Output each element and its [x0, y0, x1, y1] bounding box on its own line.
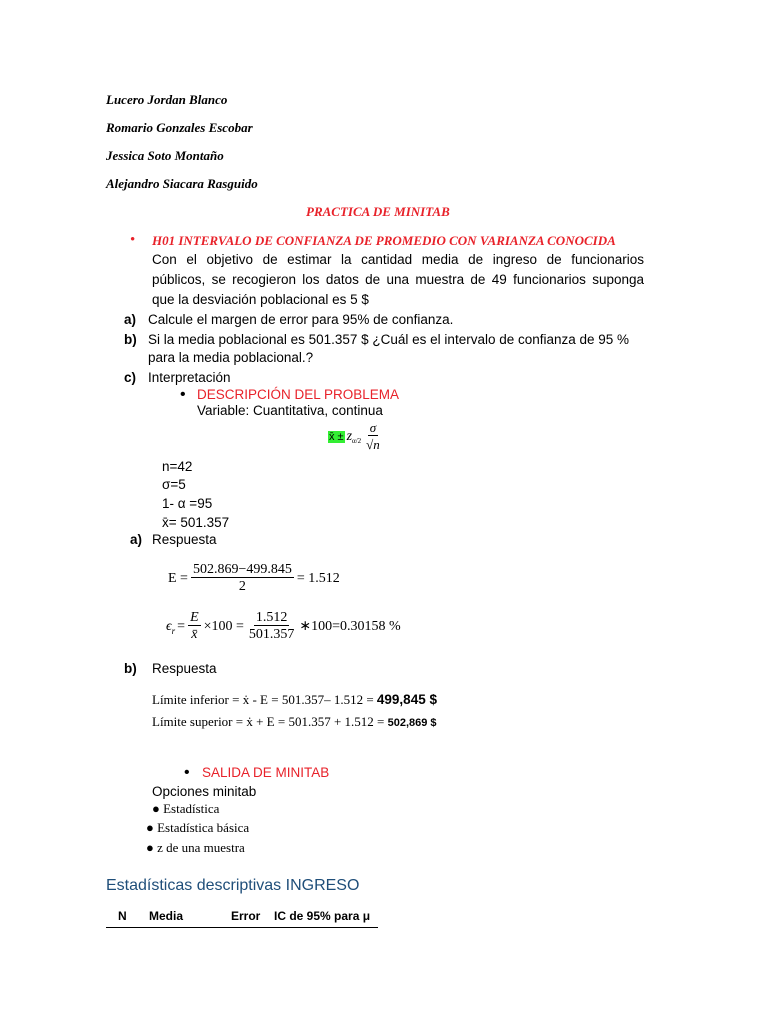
minitab-option-3: ● z de una muestra	[146, 840, 245, 855]
given-sigma: σ=5	[162, 477, 186, 492]
lower-limit	[152, 692, 437, 708]
minitab-option-2: ● Estadística básica	[146, 820, 250, 835]
er-den-2: 501.357	[248, 627, 295, 642]
minitab-heading: SALIDA DE MINITAB	[202, 765, 330, 780]
question-b-line-2: para la media poblacional.?	[148, 350, 314, 365]
question-a-marker: a)	[124, 312, 137, 327]
author-3: Jessica Soto Montaño	[106, 148, 224, 163]
e-numerator: 502.869−499.845	[192, 562, 292, 577]
variable-type: Variable: Cuantitativa, continua	[197, 403, 383, 418]
formula-fraction	[364, 420, 382, 453]
problem-heading: DESCRIPCIÓN DEL PROBLEMA	[197, 387, 400, 402]
question-b-marker: b)	[124, 332, 137, 347]
formula-sqrt-n: √n	[366, 437, 380, 452]
er-times: ×100 =	[203, 618, 244, 634]
er-num-1: E	[190, 610, 199, 625]
e-fraction	[191, 562, 294, 595]
bullet-icon: •	[184, 764, 190, 781]
er-den-1: x̄	[191, 627, 198, 642]
answer-b-label: Respuesta	[152, 661, 217, 676]
intro-line-1: Con el objetivo de estimar la cantidad media de ingreso de funcionarios	[152, 252, 644, 267]
author-1: Lucero Jordan Blanco	[106, 92, 228, 107]
formula-z: z	[346, 428, 353, 444]
confidence-formula	[328, 420, 385, 453]
intro-line-3: que la desviación poblacional es 5 $	[152, 292, 369, 307]
question-b-line-1: Si la media poblacional es 501.357 $ ¿Cuál es el intervalo de confianza de 95 %	[148, 332, 630, 347]
relative-error-equation	[166, 610, 401, 643]
answer-a-marker: a)	[130, 532, 143, 547]
col-ic: IC de 95% para μ	[274, 909, 371, 923]
intro-line-2: públicos, se recogieron los datos de una muestra de 49 funcionarios suponga	[152, 272, 644, 287]
question-c-marker: c)	[124, 370, 137, 385]
upper-limit	[152, 714, 437, 730]
given-n: n=42	[162, 459, 193, 474]
col-error: Error	[231, 909, 261, 923]
table-header-rule	[106, 927, 378, 928]
margin-error-equation	[168, 562, 340, 595]
er-fraction-2	[247, 610, 297, 643]
er-subscript: r	[171, 625, 176, 636]
question-a-text: Calcule el margen de error para 95% de confianza.	[148, 312, 454, 327]
col-media: Media	[149, 909, 184, 923]
er-result: ∗100=0.30158 %	[299, 619, 401, 634]
lower-limit-value: 499,845 $	[376, 692, 437, 707]
er-symbol: ϵ	[166, 618, 172, 634]
e-denominator: 2	[238, 579, 246, 594]
section-heading: H01 INTERVALO DE CONFIANZA DE PROMEDIO CON VARIANZA CONOCIDA	[152, 233, 616, 248]
upper-limit-label: Límite superior = ẋ + E = 501.357 + 1.512 =	[152, 714, 388, 729]
given-confidence: 1- α =95	[162, 496, 213, 511]
given-mean: x̄= 501.357	[162, 515, 230, 530]
er-num-2: 1.512	[255, 610, 288, 625]
author-4: Alejandro Siacara Rasguido	[106, 176, 258, 191]
stats-title: Estadísticas descriptivas INGRESO	[106, 877, 360, 894]
formula-z-sub: α/2	[352, 436, 362, 445]
answer-b-marker: b)	[124, 661, 137, 676]
e-lhs: E =	[168, 570, 188, 586]
minitab-options-label: Opciones minitab	[152, 784, 257, 799]
formula-sigma: σ	[369, 420, 377, 435]
author-2: Romario Gonzales Escobar	[106, 120, 253, 135]
question-c-text: Interpretación	[148, 370, 231, 385]
col-n: N	[118, 909, 127, 923]
e-result: = 1.512	[296, 570, 340, 586]
upper-limit-value: 502,869 $	[387, 717, 437, 729]
answer-a-label: Respuesta	[152, 532, 217, 547]
formula-xbar-pm: x̄ ±	[329, 430, 344, 443]
bullet-icon: •	[180, 386, 186, 403]
page-title: PRACTICA DE MINITAB	[306, 204, 450, 219]
er-equals: =	[177, 618, 186, 634]
er-fraction-1	[188, 610, 201, 643]
minitab-option-1: ● Estadística	[152, 801, 220, 816]
bullet-icon: •	[130, 232, 136, 248]
lower-limit-label: Límite inferior = ẋ - E = 501.357– 1.512 =	[152, 692, 377, 707]
